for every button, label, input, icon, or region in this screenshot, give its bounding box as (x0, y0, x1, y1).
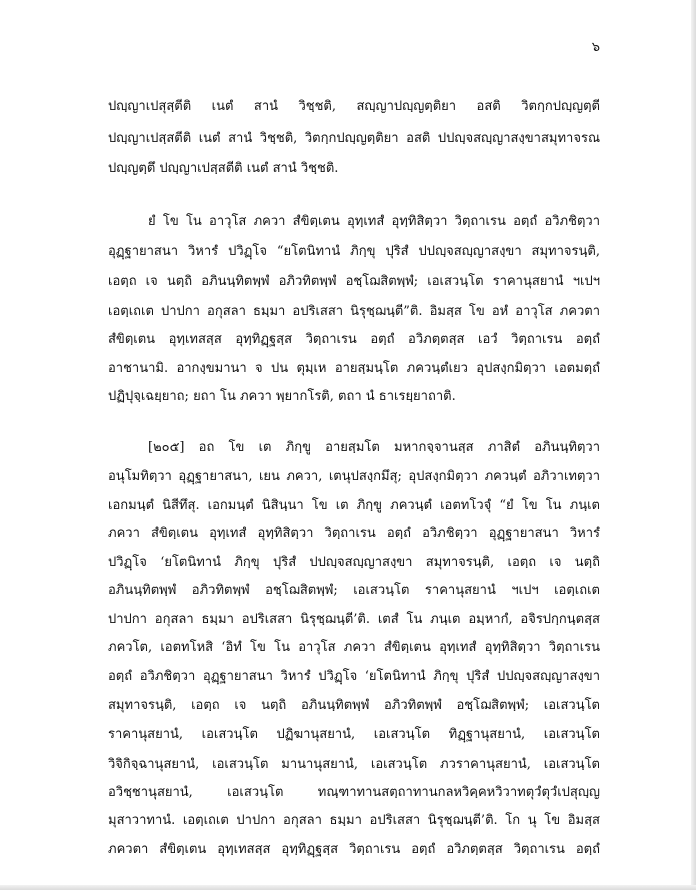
text-line: ยํ โข โน อาวุโส ภควา สํขิตฺเตน อุทฺเทสํ อุทฺทิสิตฺวา วิตฺถาเรน อตฺถํ อวิภชิตฺวา (148, 214, 600, 229)
text-line: ภควา สํขิตฺเตน อุทฺเทสํ อุทฺทิสิตฺวา วิตฺถาเรน อตฺถํ อวิภชิตฺวา อุฏฺฐายาสนา วิหารํ (108, 526, 600, 541)
text-line: [๒๐๕] อถ โข เต ภิกฺขู อายสฺมโต มหากจฺจานสฺส ภาสิตํ อภินนฺทิตฺวา (148, 440, 600, 455)
page-edge-bottom (0, 885, 696, 890)
text-line: อาชานามิ. อากงฺขมานา จ ปน ตุมฺเห อายสฺมนฺโต ภควนฺตํเยว อุปสงฺกมิตฺวา เอตมตฺถํ (108, 361, 600, 376)
text-line: สมุทาจรนฺติ, เอตฺถ เจ นตฺถิ อภินนฺทิตพฺพํ อภิวทิตพฺพํ อชฺโฌสิตพฺพํ; เอเสวนฺโต (108, 698, 600, 713)
text-line: สํขิตฺเตน อุทฺเทสสฺส อุทฺทิฏฺฐสฺส วิตฺถาเรน อตฺถํ อวิภตฺตสฺส เอวํ วิตฺถาเรน อตฺถํ (108, 332, 600, 347)
text-line: เอกมนฺตํ นิสีทึสุ. เอกมนฺตํ นิสินฺนา โข เต ภิกฺขู ภควนฺตํ เอตทโวจุํ “ยํ โข โน ภนฺเต (108, 498, 600, 513)
text-line: เอตฺถ เจ นตฺถิ อภินนฺทิตพฺพํ อภิวทิตพฺพํ อชฺโฌสิตพฺพํ; เอเสวนฺโต ราคานุสยานํ ฯเปฯ (108, 274, 600, 289)
text-line: ภควตา สํขิตฺเตน อุทฺเทสสฺส อุทฺทิฏฺฐสฺส วิตฺถาเรน อตฺถํ อวิภตฺตสฺส วิตฺถาเรน อตฺถํ (108, 842, 600, 857)
text-line: อนุโมทิตฺวา อุฏฺฐายาสนา, เยน ภควา, เตนุปสงฺกมึสุ; อุปสงฺกมิตฺวา ภควนฺตํ อภิวาเทตฺวา (108, 469, 600, 484)
text-line: ปฏิปุจฺเฉยฺยาถ; ยถา โน ภควา พฺยากโรติ, ตถา นํ ธาเรยฺยาถาติ. (108, 389, 456, 404)
text-line: ปญฺญาเปสฺสตีติ เนตํ สานํ วิชฺชติ, วิตกฺกปญฺญตฺติยา อสติ ปปญฺจสญฺญาสงฺขาสมุทาจรณ (108, 131, 600, 146)
text-line: อภินนฺทิตพฺพํ อภิวทิตพฺพํ อชฺโฌสิตพฺพํ; เอเสวนฺโต ราคานุสยานํ ฯเปฯ เอตฺเถเต (108, 583, 600, 598)
text-line: ปญฺญาเปสุสฺตีติ เนตํ สานํ วิชฺชติ, สญฺญาปญฺญตฺติยา อสติ วิตกฺกปญฺญตฺตี (108, 99, 600, 114)
text-line: มุสาวาทานํ. เอตฺเถเต ปาปกา อกุสลา ธมฺมา อปริเสสา นิรุชฺฌนฺตี’ติ. โก นุ โข อิมสฺส (108, 813, 600, 828)
text-line: ปญฺญตฺตึ ปญฺญาเปสฺสตีติ เนตํ สานํ วิชฺชติ. (108, 161, 339, 176)
text-line: ราคานุสยานํ, เอเสวนฺโต ปฏิฆานุสยานํ, เอเสวนฺโต ทิฏฺฐานุสยานํ, เอเสวนฺโต (108, 727, 600, 742)
page-number: ๖ (591, 40, 600, 55)
page-edge-right (691, 0, 696, 890)
text-line: ปวิฏฺโจ ‘ยโตนิทานํ ภิกฺขุ ปุริสํ ปปญฺจสญฺญาสงฺขา สมุทาจรนฺติ, เอตฺถ เจ นตฺถิ (108, 555, 600, 570)
text-line: วิจิกิจฺฉานุสยานํ, เอเสวนฺโต มานานุสยานํ, เอเสวนฺโต ภวราคานุสยานํ, เอเสวนฺโต (108, 757, 600, 772)
text-line: อวิชฺชานุสยานํ, เอเสวนฺโต ทณฺฑาทานสตฺถาทานกลหวิคฺคหวิวาทตุวํตุวํเปสุญฺญ (108, 785, 600, 800)
text-line: อุฏฺฐายาสนา วิหารํ ปวิฏฺโจ “ยโตนิทานํ ภิกฺขุ ปุริสํ ปปญฺจสญฺญาสงฺขา สมุทาจรนฺติ, (108, 244, 600, 259)
text-line: เอตฺเถเต ปาปกา อกุสลา ธมฺมา อปริเสสา นิรุชฺฌนฺตี”ติ. อิมสฺส โข อหํ อาวุโส ภควตา (108, 304, 600, 319)
text-line: ภควโต, เอตทโหสิ ‘อิทํ โข โน อาวุโส ภควา สํขิตฺเตน อุทฺเทสํ อุทฺทิสิตฺวา วิตฺถาเรน (108, 640, 600, 655)
text-line: อตฺถํ อวิภชิตฺวา อุฏฺฐายาสนา วิหารํ ปวิฏฺโจ ‘ยโตนิทานํ ภิกฺขุ ปุริสํ ปปญฺจสญฺญาสงฺขา (108, 669, 600, 684)
text-line: ปาปกา อกุสลา ธมฺมา อปริเสสา นิรุชฺฌนฺตี’ติ. เตสํ โน ภนฺเต อมฺหากํ, อจิรปกฺกนฺตสฺส (108, 612, 600, 627)
